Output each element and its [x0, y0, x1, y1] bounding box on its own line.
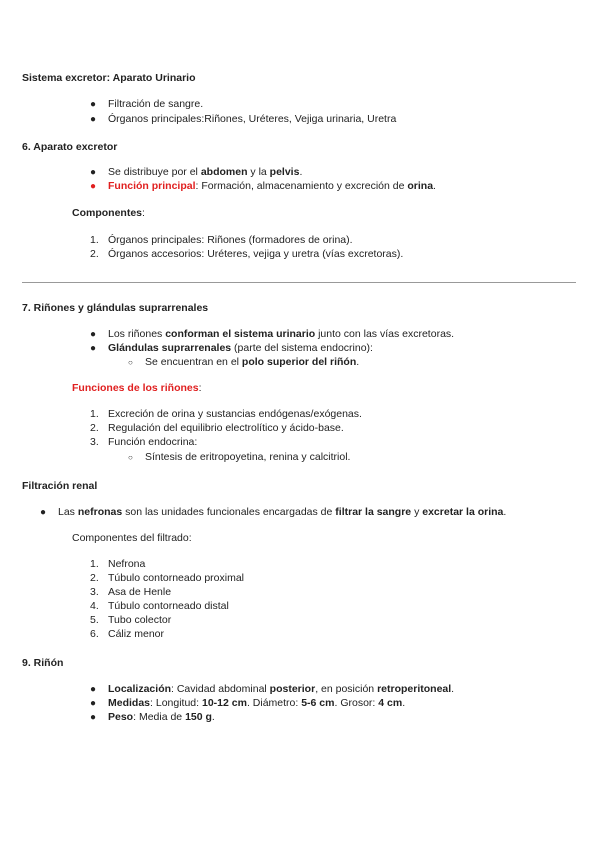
list-number: 2. — [90, 572, 99, 584]
text: : Cavidad abdominal — [171, 683, 270, 695]
list-number: 2. — [90, 248, 99, 260]
section3-subbullet — [145, 356, 359, 369]
text: . — [356, 356, 360, 368]
bullet-icon: ● — [90, 698, 97, 709]
kidney-weight — [108, 711, 215, 724]
text: Se distribuye por el — [108, 166, 201, 178]
bullet-icon: ● — [90, 329, 97, 340]
bullet-icon: ● — [90, 181, 97, 192]
kidney-measures — [108, 697, 405, 710]
filtrate-item: Tubo colector — [108, 614, 172, 626]
text: y — [411, 506, 423, 518]
text: : — [142, 207, 145, 219]
function-item-2 — [108, 422, 344, 435]
text: Las — [58, 506, 78, 518]
section4-title: Filtración renal — [22, 480, 98, 492]
filtrate-item: Túbulo contorneado distal — [108, 600, 229, 612]
text: . — [503, 506, 507, 518]
section5-title: 9. Riñón — [22, 657, 64, 669]
section3-bullet-2 — [108, 342, 373, 355]
functions-heading — [72, 382, 202, 395]
text: endógenas/exógenas. — [255, 408, 362, 420]
text-bold: abdomen — [200, 166, 248, 178]
section1-bullet-2: Órganos principales:Riñones, Uréteres, Vejiga urinaria, Uretra — [108, 113, 397, 125]
text: . Grosor: — [334, 697, 379, 709]
text: . — [451, 683, 455, 695]
text: (parte del sistema endocrino): — [231, 342, 373, 354]
text: sustancias — [206, 408, 256, 420]
filtrate-components-heading — [72, 532, 192, 545]
list-number: 6. — [90, 628, 99, 640]
functions-label: Funciones de los riñones — [72, 382, 199, 394]
text-bold: Glándulas suprarrenales — [108, 342, 232, 354]
text: : Media de — [133, 711, 186, 723]
function-subitem — [145, 451, 350, 464]
text: Componentes — [72, 532, 138, 544]
text: Órganos principales: Riñones — [108, 234, 249, 246]
text-bold: 150 g — [185, 711, 212, 723]
text-bold: filtrar la sangre — [335, 506, 412, 518]
filtrate-item: Asa de Henle — [108, 586, 172, 598]
text: junto con las vías excretoras. — [315, 328, 455, 340]
list-number: 5. — [90, 614, 99, 626]
section1-bullet-1: Filtración de sangre. — [108, 98, 204, 110]
text: . — [299, 166, 303, 178]
text: y la — [247, 166, 270, 178]
function-label: Función principal — [108, 180, 196, 192]
circle-bullet-icon: ○ — [128, 453, 133, 462]
text: Regulación del — [108, 422, 178, 434]
text: : Formación, almacenamiento y excreción de — [195, 180, 408, 192]
text: de eritropoyetina, renina y calcitriol. — [182, 451, 351, 463]
filtrate-item: Nefrona — [108, 558, 146, 570]
function-item-1 — [108, 408, 362, 421]
bullet-icon: ● — [90, 712, 97, 723]
list-number: 3. — [90, 586, 99, 598]
text: Los riñones — [108, 328, 166, 340]
bullet-icon: ● — [40, 507, 47, 518]
section2-bullet-2 — [108, 180, 436, 193]
text-bold: orina — [407, 180, 434, 192]
section3-title: 7. Riñones y glándulas suprarrenales — [22, 302, 209, 314]
section3-bullet-1 — [108, 328, 454, 341]
function-item-3: Función endocrina: — [108, 436, 198, 448]
text-bold: posterior — [269, 683, 316, 695]
list-number: 4. — [90, 600, 99, 612]
text: (formadores de orina). — [248, 234, 353, 246]
text: . — [433, 180, 436, 192]
bullet-icon: ● — [90, 167, 97, 178]
text-bold: 5-6 cm — [301, 697, 335, 709]
section4-bullet-1 — [58, 506, 506, 519]
text-bold: Localización — [108, 683, 172, 695]
text: Síntesis — [145, 451, 183, 463]
bullet-icon: ● — [90, 343, 97, 354]
text: . — [402, 697, 406, 709]
section1-title: Sistema excretor: Aparato Urinario — [22, 72, 196, 84]
text-bold: pelvis — [269, 166, 300, 178]
section2-bullet-1 — [108, 166, 302, 179]
bullet-icon: ● — [90, 99, 97, 110]
list-number: 3. — [90, 436, 99, 448]
text: . Diámetro: — [246, 697, 302, 709]
text-bold: Medidas — [108, 697, 151, 709]
text-bold: polo superior del riñón — [241, 356, 357, 368]
text: equilibrio electrolítico y ácido-base. — [177, 422, 344, 434]
list-number: 1. — [90, 558, 99, 570]
text-bold: 4 cm — [378, 697, 403, 709]
text: (vías excretoras). — [322, 248, 404, 260]
text: son las unidades funcionales encargadas de — [122, 506, 336, 518]
text: : Longitud: — [150, 697, 202, 709]
text: y — [194, 408, 207, 420]
text: del filtrado: — [137, 532, 192, 544]
text: : — [198, 382, 202, 394]
text-bold: excretar la orina — [422, 506, 504, 518]
list-number: 1. — [90, 408, 99, 420]
text-bold: Peso — [108, 711, 134, 723]
list-number: 1. — [90, 234, 99, 246]
text-bold: conforman el sistema urinario — [165, 328, 316, 340]
component-item-1 — [108, 234, 353, 247]
section2-title: 6. Aparato excretor — [22, 141, 118, 153]
text: Excreción de orina — [108, 408, 195, 420]
text-bold: 10-12 cm — [201, 697, 247, 709]
text-bold: Componentes — [72, 207, 143, 219]
text-bold: retroperitoneal — [377, 683, 452, 695]
list-number: 2. — [90, 422, 99, 434]
horizontal-divider — [22, 282, 576, 283]
filtrate-item: Túbulo contorneado proximal — [108, 572, 244, 584]
bullet-icon: ● — [90, 684, 97, 695]
text: . — [211, 711, 215, 723]
text: Órganos accesorios: Uréteres, vejiga y uretra — [108, 248, 323, 260]
text: Se encuentran en el — [145, 356, 242, 368]
text: , en posición — [315, 683, 378, 695]
text-bold: nefronas — [77, 506, 123, 518]
components-heading — [72, 207, 145, 220]
bullet-icon: ● — [90, 114, 97, 125]
circle-bullet-icon: ○ — [128, 358, 133, 367]
kidney-location — [108, 683, 454, 696]
component-item-2 — [108, 248, 403, 261]
filtrate-item: Cáliz menor — [108, 628, 165, 640]
